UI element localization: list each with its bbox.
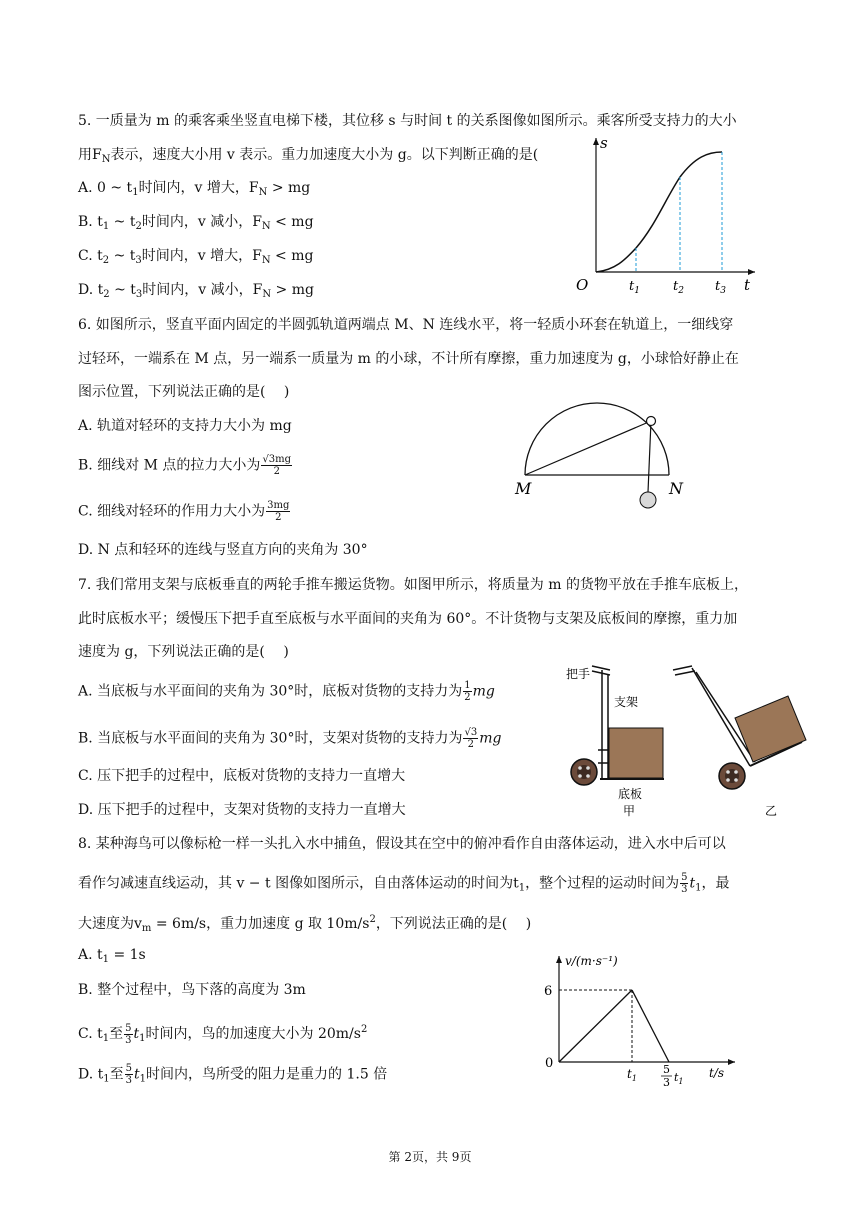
q8-origin-label: 0 [545,1056,554,1071]
q7-stem-line1: 7. 我们常用支架与底板垂直的两轮手推车搬运货物。如图甲所示，将质量为 m 的货物平放在手推车底板上， [78,577,748,593]
q6-option-c-fraction: $\frac{3mg}{2}$ [267,500,290,523]
q5-y-label: s [600,134,608,152]
q7-cargo-jia [609,728,663,778]
q7-stem-line2: 此时底板水平；缓慢压下把手直至底板与水平面间的夹角为 60°。不计货物与支架及底板间的摩擦，重力加 [78,611,738,627]
q6-ring [647,417,656,426]
q6-stem-line1: 6. 如图所示，竖直平面内固定的半圆弧轨道两端点 M、N 连线水平，将一轻质小环套在轨道上，一细线穿 [78,317,734,333]
q6-string-to-m [525,421,651,475]
q7-label-yi: 乙 [765,804,778,818]
q8-y-tick-6: 6 [544,984,553,999]
q5-option-b: B. $t_1$ ~ $t_2$时间内，v 减小，$F_N$ < mg [78,214,314,232]
q5-stem-line2: 用$F_N$表示，速度大小用 v 表示。重力加速度大小为 g。以下判断正确的是( [78,147,539,165]
q5-st-graph [570,130,770,295]
q5-option-d: D. $t_2$ ~ $t_3$时间内，v 减小，$F_N$ > mg [78,282,314,300]
q6-string-to-ball [648,421,651,492]
q8-option-a: A. $t_1 = 1s$ [78,947,146,965]
q7-label-bracket: 支架 [614,695,639,709]
q7-option-b-fraction: $\frac{√3}{2}$ [464,727,478,750]
q7-truck-jia [571,666,664,785]
q6-arc-track [525,403,669,475]
q8-vt-graph [535,950,750,1090]
q8-stem-fraction: $\frac{5}{3}$ [681,872,688,895]
q7-option-b: B. 当底板与水平面间的夹角为 30°时，支架对货物的支持力为 $\frac{√3}{2}$ mg [78,727,502,750]
q8-segment-fall [559,990,632,1062]
q5-option-a: A. 0 ~ $t_1$时间内，v 增大，$F_N$ > mg [78,180,311,198]
svg-text:t1: $t_1$ [674,1071,684,1086]
q6-option-a: A. 轨道对轻环的支持力大小为 mg [78,418,292,434]
q7-label-base: 底板 [618,787,643,801]
q8-stem-line3: 大速度为$v_m = 6m/s$，重力加速度 g 取 $10m/s^2$，下列说法正确的是( ) [78,914,532,934]
q5-x-label: t [744,276,751,294]
q6-semicircle-figure [505,380,705,520]
q5-stem-line1: 5. 一质量为 m 的乘客乘坐竖直电梯下楼，其位移 s 与时间 t 的关系图像如图所示。乘客所受支持力的大小 [78,113,737,129]
q7-hand-truck-figure [560,658,815,820]
q8-option-c-fraction: $\frac{5}{3}$ [125,1022,132,1046]
q6-ball [640,492,656,508]
q7-label-jia: 甲 [623,804,636,818]
q8-option-d: D. $t_1$至 $\frac{5}{3}$ $t_1$时间内，鸟所受的阻力是重力的 1.5 倍 [78,1063,388,1086]
q7-truck-yi [673,666,806,789]
q7-label-handle: 把手 [566,667,591,681]
q7-stem-line3: 速度为 g，下列说法正确的是( ) [78,644,289,660]
q8-segment-water [632,990,669,1062]
q7-option-c: C. 压下把手的过程中，底板对货物的支持力一直增大 [78,768,406,784]
q8-stem-line2: 看作匀减速直线运动，其 v − t 图像如图所示，自由落体运动的时间为$t_1$，整个过程的运动时间为 $\frac{5}{3}$ $t_1$，最 [78,872,730,895]
q7-option-a-fraction: $\frac{1}{2}$ [464,680,471,703]
q8-stem-line1: 8. 某种海鸟可以像标枪一样一头扎入水中捕鱼，假设其在空中的俯冲看作自由落体运动，进入水中后可以 [78,836,726,852]
q5-tick-t2: $t_2$ [673,279,684,295]
svg-text:3: 3 [663,1076,670,1089]
q8-option-c: C. $t_1$至 $\frac{5}{3}$ $t_1$时间内，鸟的加速度大小为 $20m/s^2$ [78,1022,368,1046]
q8-option-d-fraction: $\frac{5}{3}$ [125,1063,133,1086]
q7-cargo-yi [735,696,806,762]
q8-x-tick-5-3-t1 [661,1063,684,1089]
q5-option-c: C. $t_2$ ~ $t_3$时间内，v 增大，$F_N$ < mg [78,248,314,266]
q8-y-arrow-icon [556,956,562,963]
q8-x-label: t/s [709,1066,725,1080]
q6-stem-line3: 图示位置，下列说法正确的是( ) [78,384,290,400]
svg-text:5: 5 [663,1063,670,1076]
q7-option-d: D. 压下把手的过程中，支架对货物的支持力一直增大 [78,802,406,818]
q6-label-n: N [669,479,683,498]
q8-y-label: v/(m·s⁻¹) [565,954,618,968]
q5-tick-t3: $t_3$ [715,279,726,295]
q5-y-arrow-icon [593,138,599,145]
q5-curve [596,152,722,272]
q8-x-tick-t1: $t_1$ [627,1067,637,1083]
q6-option-b-fraction: $\frac{√3mg}{2}$ [262,454,292,477]
q6-option-c: C. 细线对轻环的作用力大小为 $\frac{3mg}{2}$ [78,500,290,523]
q5-x-arrow-icon [748,269,755,275]
page-footer: 第 2页，共 9页 [388,1150,472,1164]
q8-option-b: B. 整个过程中，鸟下落的高度为 3m [78,982,306,998]
q5-tick-t1: $t_1$ [629,279,640,295]
q5-origin-label: O [576,276,589,294]
q6-option-b: B. 细线对 M 点的拉力大小为 $\frac{√3mg}{2}$ [78,454,292,477]
q7-option-a: A. 当底板与水平面间的夹角为 30°时，底板对货物的支持力为 $\frac{1}{2}$ mg [78,680,495,703]
q8-x-arrow-icon [728,1059,735,1065]
q6-option-d: D. N 点和轻环的连线与竖直方向的夹角为 30° [78,542,368,558]
q6-stem-line2: 过轻环，一端系在 M 点，另一端系一质量为 m 的小球，不计所有摩擦，重力加速度为 g，小球恰好静止在 [78,351,739,367]
q6-label-m: M [515,479,532,498]
